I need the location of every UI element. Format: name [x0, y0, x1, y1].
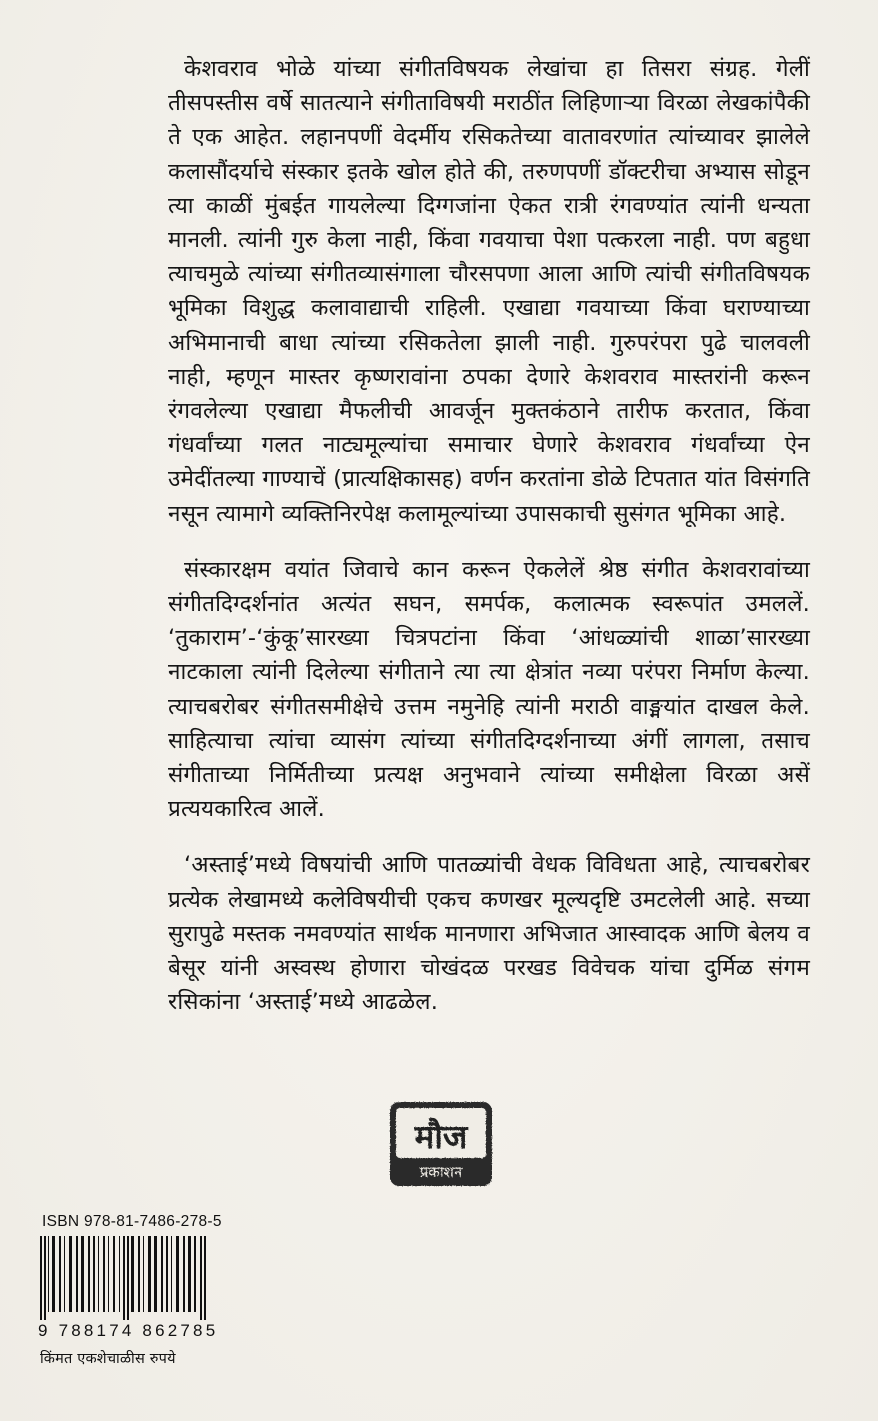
barcode-bar	[148, 1236, 151, 1312]
barcode-bar	[48, 1236, 49, 1312]
barcode-bar	[138, 1236, 140, 1312]
barcode-bar	[161, 1236, 163, 1312]
barcode-bar	[123, 1236, 125, 1320]
barcode-bar	[176, 1236, 179, 1312]
barcode-bar	[69, 1236, 72, 1312]
barcode-bar	[204, 1236, 206, 1320]
blurb-paragraph-3: ‘अस्ताई’मध्ये विषयांची आणि पातळ्यांची वेधक विविधता आहे, त्याचबरोबर प्रत्येक लेखामध्ये कलेविषयीची एकच कणखर मूल्यदृष्टि उमटलेली आहे. सच्या सुरापुढे मस्तक नमवण्यांत सार्थक मानणारा अभिजात आस्वादक आणि बेलय व बेसूर यांनी अस्वस्थ होणारा चोखंदळ परखड विवेचक यांचा दुर्मिळ संगम रसिकांना ‘अस्ताई’मध्ये आढळेल.	[168, 852, 810, 1016]
barcode-bar	[188, 1236, 191, 1312]
barcode-bar	[166, 1236, 168, 1312]
barcode-bar	[88, 1236, 90, 1312]
publisher-seal-graphic	[387, 1098, 495, 1190]
barcode-bar	[119, 1236, 120, 1312]
barcode-bar	[93, 1236, 95, 1312]
barcode-bar	[98, 1236, 99, 1312]
barcode-bar	[64, 1236, 65, 1312]
barcode-bar	[52, 1236, 55, 1312]
barcode-bar	[113, 1236, 115, 1312]
blurb-paragraph-1: केशवराव भोळे यांच्या संगीतविषयक लेखांचा हा तिसरा संग्रह. गेलीं तीसपस्तीस वर्षे सातत्याने संगीताविषयी मराठींत लिहिणाऱ्या विरळा लेखकांपैकी ते एक आहेत. लहानपणीं वेदर्मीय रसिकतेच्या वातावरणांत त्यांच्यावर झालेले कलासौंदर्याचे संस्कार इतके खोल होते की, तरुणपणीं डॉक्टरीचा अभ्यास सोडून त्या काळीं मुंबईत गायलेल्या दिग्गजांना ऐकत रात्री रंगवण्यांत त्यांनी धन्यता मानली. त्यांनी गुरु केला नाही, किंवा गवयाचा पेशा पत्करला नाही. पण बहुधा त्याचमुळे त्यांच्या संगीतव्यासंगाला चौरसपणा आला आणि त्यांची संगीतविषयक भूमिका विशुद्ध कलावाद्याची राहिली. एखाद्या गवयाच्या किंवा घराण्याच्या अभिमानाची बाधा त्यांच्या रसिकतेला झाली नाही. गुरुपरंपरा पुढे चालवली नाही, म्हणून मास्तर कृष्णरावांना ठपका देणारे केशवराव मास्तरांनी करून रंगवलेल्या एखाद्या मैफलीची आवर्जून मुक्तकंठाने तारीफ करतात, किंवा गंधर्वांच्या गलत नाट्यमूल्यांचा समाचार घेणारे केशवराव गंधर्वांच्या ऐन उमेदींतल्या गाण्याचें (प्रात्यक्षिकासह) वर्णन करतांना डोळे टिपतात यांत विसंगति नसून त्यामागे व्यक्तिनिरपेक्ष कलामूल्यांच्या उपासकाची सुसंगत भूमिका आहे.	[168, 56, 810, 527]
blurb-text	[168, 52, 810, 1039]
blurb-paragraph-2: संस्कारक्षम वयांत जिवाचे कान करून ऐकलेलें श्रेष्ठ संगीत केशवरावांच्या संगीतदिग्दर्शनांत अत्यंत सघन, समर्पक, कलात्मक स्वरूपांत उमललें. ‘तुकाराम’-‘कुंकू’सारख्या चित्रपटांना किंवा ‘आंधळ्यांची शाळा’सारख्या नाटकाला त्यांनी दिलेल्या संगीताने त्या त्या क्षेत्रांत नव्या परंपरा निर्माण केल्या. त्याचबरोबर संगीतसमीक्षेचे उत्तम नमुनेहि त्यांनी मराठी वाङ्मयांत दाखल केले. साहित्याचा त्यांचा व्यासंग त्यांच्या संगीतदिग्दर्शनाच्या अंगीं लागला, तसाच संगीताच्या निर्मितीच्या प्रत्यक्ष अनुभवाने त्यांच्या समीक्षेला विरळा असें प्रत्ययकारित्व आलें.	[168, 556, 810, 823]
barcode-bar	[40, 1236, 42, 1320]
isbn-label: ISBN 978-81-7486-278-5	[42, 1213, 222, 1230]
publisher-seal-bottom-text: प्रकाशन	[419, 1163, 463, 1181]
barcode-bar	[171, 1236, 172, 1312]
barcode-bar	[194, 1236, 196, 1312]
barcode-bar	[76, 1236, 78, 1312]
barcode-bar	[154, 1236, 157, 1312]
isbn-block	[38, 1212, 224, 1368]
barcode-bar	[127, 1236, 129, 1320]
barcode-bar	[81, 1236, 84, 1312]
barcode-bar	[108, 1236, 109, 1312]
publisher-seal-icon	[387, 1098, 495, 1190]
barcode-bar	[183, 1236, 185, 1312]
barcode-bar	[143, 1236, 144, 1312]
publisher-seal-top-text: मौज	[414, 1117, 468, 1156]
barcode-bar	[44, 1236, 46, 1320]
barcode-bar	[103, 1236, 105, 1312]
price-label: किंमत एकशेचाळीस रुपये	[40, 1351, 176, 1367]
barcode	[38, 1236, 218, 1320]
barcode-bar	[59, 1236, 61, 1312]
barcode-bar	[200, 1236, 202, 1320]
isbn-digits: 9 788174 862785	[38, 1321, 219, 1340]
barcode-bar	[131, 1236, 134, 1312]
